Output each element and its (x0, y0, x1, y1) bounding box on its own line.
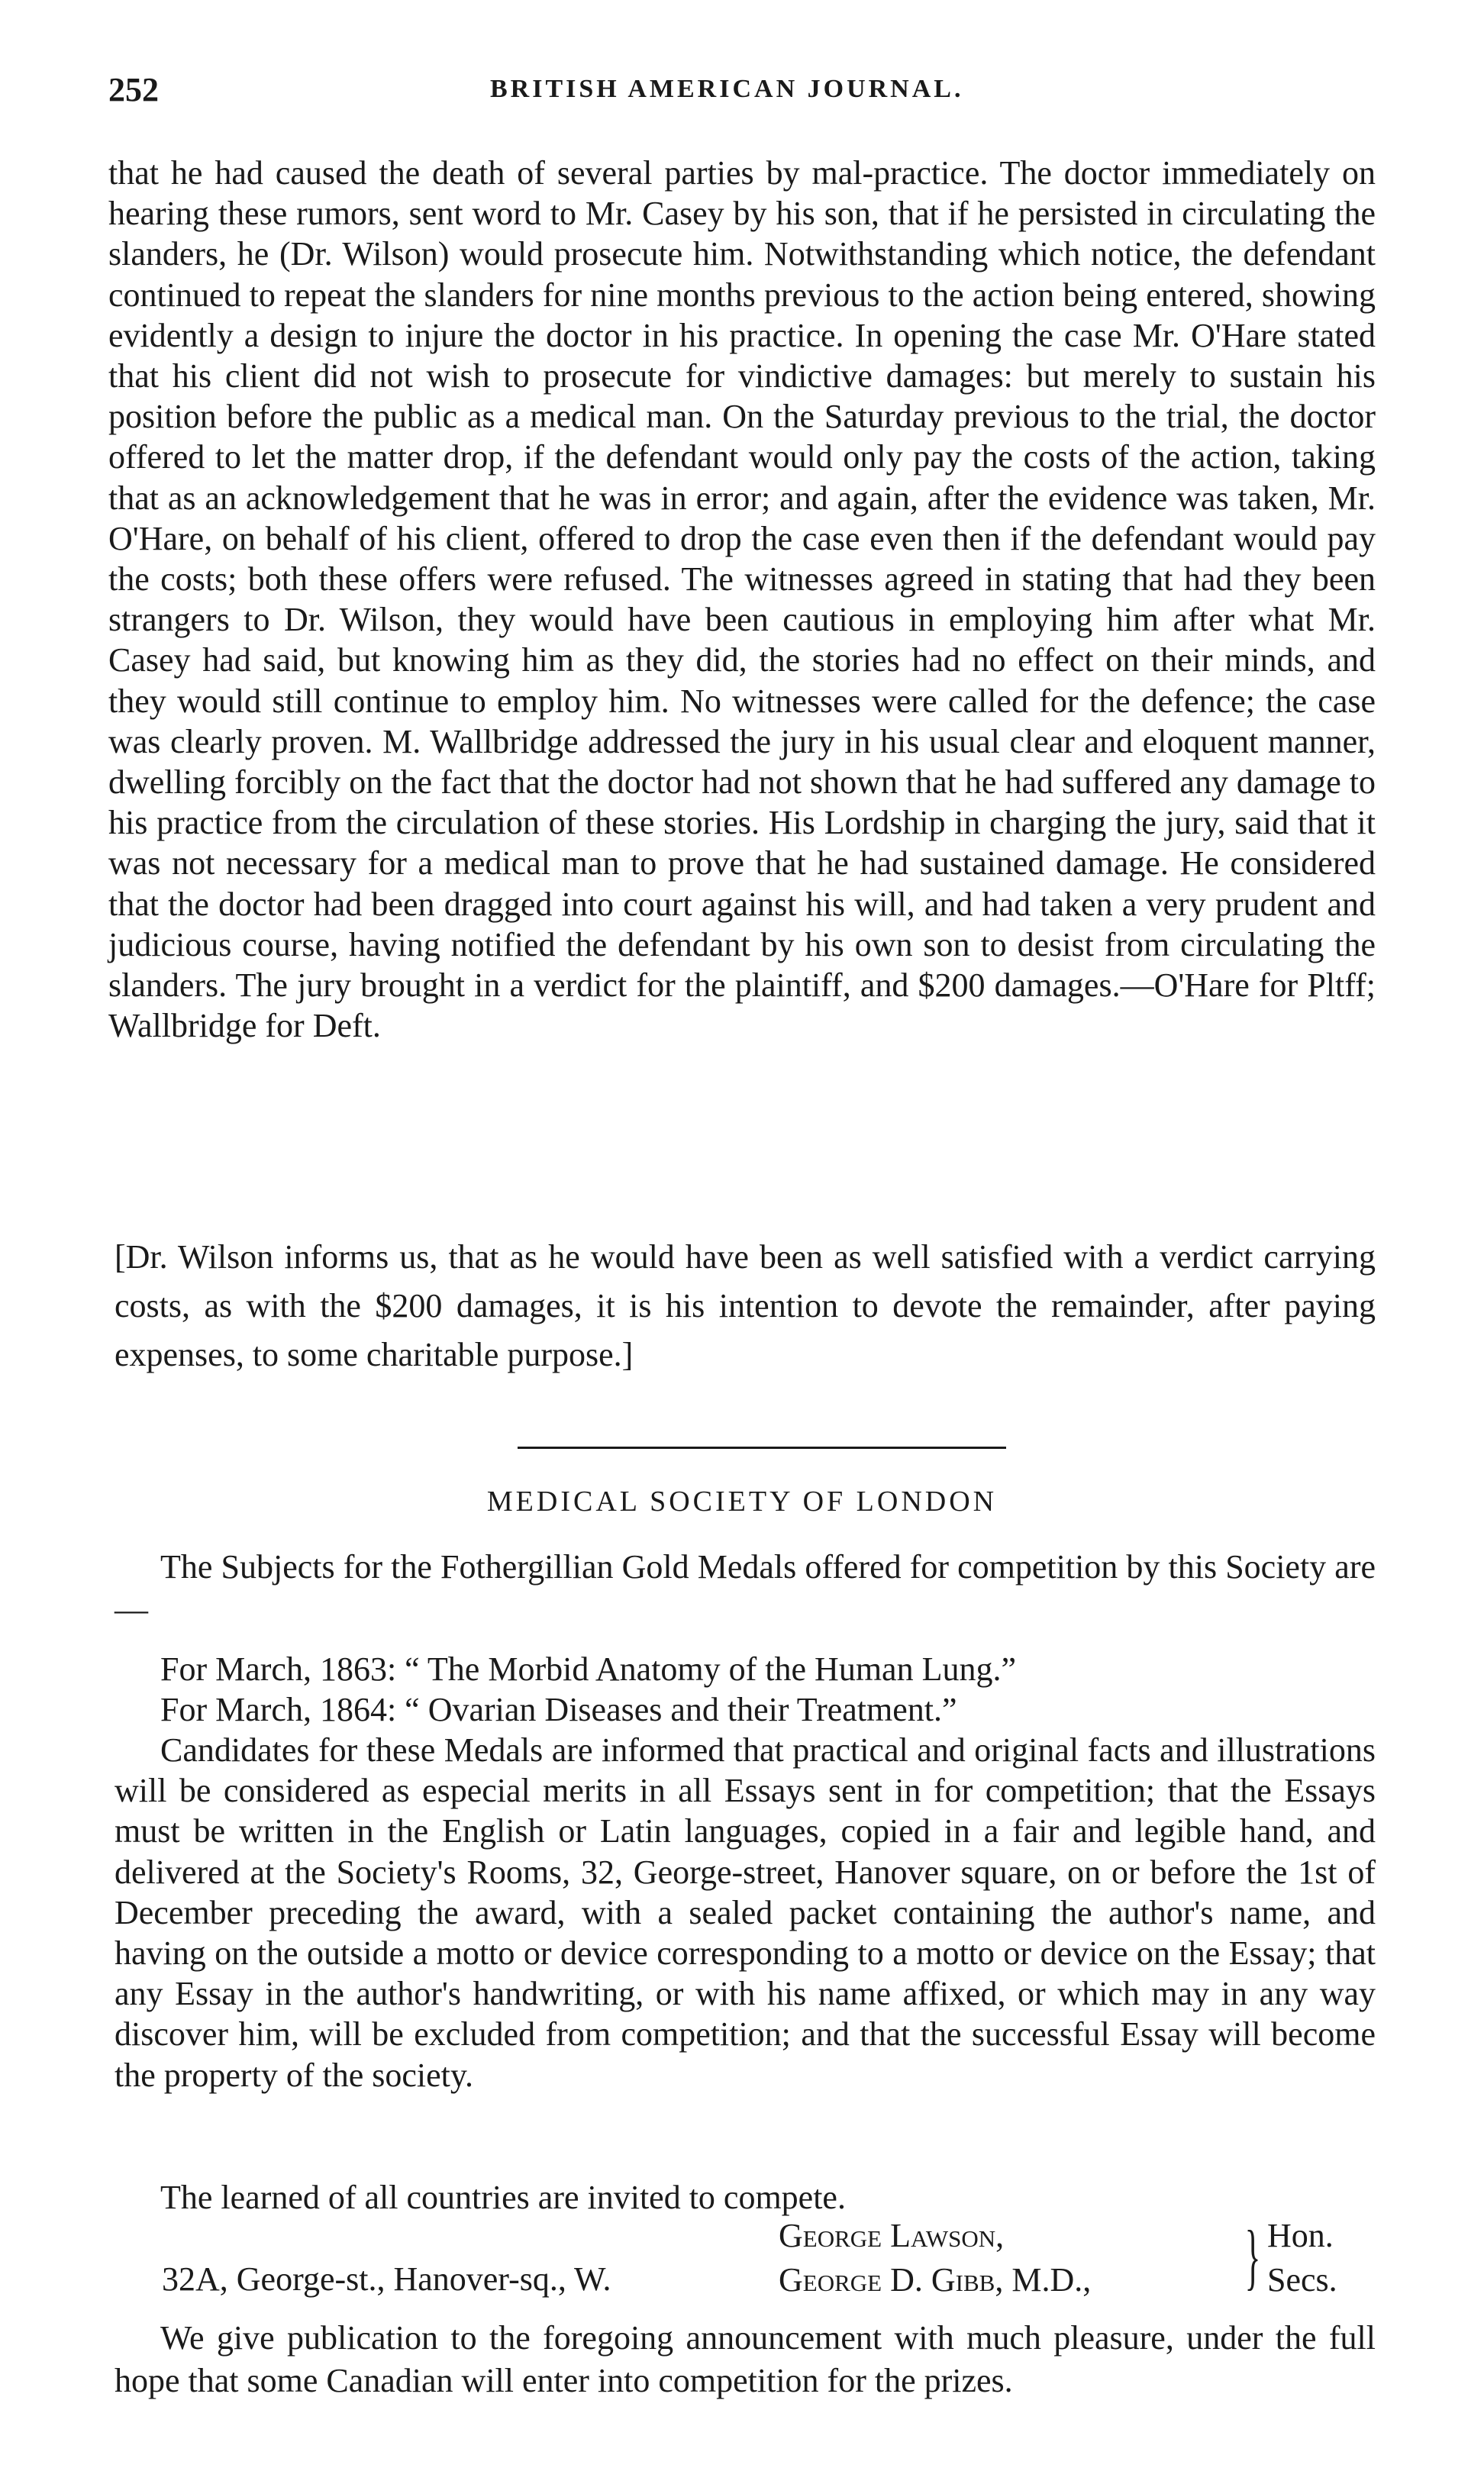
closing-note: We give publication to the foregoing announcement with much pleasure, under the full hope that some Canadian will enter into competition for the prizes. (115, 2319, 1376, 2399)
page-header (108, 70, 1376, 116)
secretary-title-hon: Hon. (1267, 2217, 1334, 2254)
secretary-names (779, 2214, 1091, 2302)
brace-glyph: } (1244, 2215, 1261, 2297)
secretary-title-secs: Secs. (1267, 2261, 1337, 2299)
running-title: BRITISH AMERICAN JOURNAL. (490, 75, 964, 103)
secretary-name-2: George D. Gibb, M.D., (779, 2261, 1092, 2299)
article-paragraph: that he had caused the death of several parties by mal-practice. The doctor immediately on hearing these rumors, sent word to Mr. Casey by his son, that if he persisted in circulating the slanders, he (Dr. Wilson) would prosecute him. Notwithstanding which notice, the defendant continued to repeat the slanders for nine months previous to the action being entered, showing evidently a design to injure the doctor in his practice. In opening the case Mr. O'Hare stated that his client did not wish to prosecute for vindictive damages: but merely to sustain his position before the public as a medical man. On the Saturday previous to the trial, the doctor offered to let the matter drop, if the defendant would only pay the costs of the action, taking that as an acknowledgement that he was in error; and again, after the evidence was taken, Mr. O'Hare, on behalf of his client, offered to drop the case even then if the defendant would pay the costs; both these offers were refused. The witnesses agreed in stating that had they been strangers to Dr. Wilson, they would have been cautious in employing him after what Mr. Casey had said, but knowing him as they did, the stories had no effect on their minds, and they would still continue to employ him. No witnesses were called for the defence; the case was clearly proven. M. Wallbridge addressed the jury in his usual clear and eloquent manner, dwelling forcibly on the fact that the doctor had not shown that he had suffered any damage to his practice from the circulation of these stories. His Lordship in charging the jury, said that it was not necessary for a medical man to prove that he had sustained damage. He considered that the doctor had been dragged into court against his will, and had taken a very prudent and judicious course, having notified the defendant by his own son to desist from circulating the slanders. The jury brought in a verdict for the plaintiff, and $200 damages.—O'Hare for Pltff; Wallbridge for Deft. (108, 154, 1376, 1045)
page-number: 252 (108, 71, 159, 108)
invitation-line: The learned of all countries are invited to compete. (160, 2179, 846, 2216)
editorial-note: [Dr. Wilson informs us, that as he would have been as well satisfied with a verdict carrying costs, as with the $200 damages, it is his intention to devote the remainder, after paying expenses, to some charitable purpose.] (115, 1238, 1376, 1373)
competition-conditions: Candidates for these Medals are informed that practical and original facts and illustrations will be considered as especial merits in all Essays sent in for competition; that the Essays must be written in the English or Latin languages, copied in a fair and legible hand, and delivered at the Society's Rooms, 32, George-street, Hanover square, on or before the 1st of December preceding the award, with a sealed packet containing the author's name, and having on the outside a motto or device corresponding to a motto or device on the Essay; that any Essay in the author's handwriting, or with his name affixed, or which may in any way discover him, will be excluded from competition; and that the successful Essay will become the property of the society. (115, 1731, 1376, 2094)
medal-subject-1864: For March, 1864: “ Ovarian Diseases and their Treatment.” (160, 1691, 957, 1728)
section-intro: The Subjects for the Fothergillian Gold Medals offered for competition by this Society are— (115, 1548, 1376, 1628)
secretary-name-1: George Lawson, (779, 2217, 1005, 2254)
section-divider (518, 1447, 1006, 1449)
medal-subject-1863: For March, 1863: “ The Morbid Anatomy of the Human Lung.” (160, 1650, 1016, 1688)
secretary-title (1267, 2214, 1337, 2302)
section-title: MEDICAL SOCIETY OF LONDON (486, 1486, 998, 1518)
society-address: 32A, George-st., Hanover-sq., W. (162, 2260, 611, 2298)
signature-block (115, 2214, 1376, 2305)
